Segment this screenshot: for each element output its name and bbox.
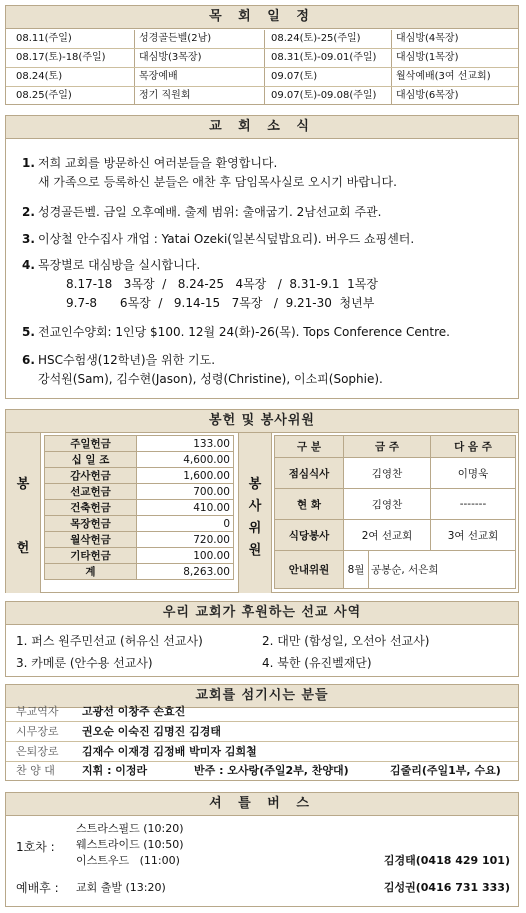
- table-row: [45, 548, 234, 564]
- table-cell: 점심식사: [275, 458, 344, 489]
- side-label-char: 위: [248, 521, 262, 536]
- news-text: 전교인수양회: 1인당 $100. 12월 24(화)-26(목). Tops Conference Centre.: [38, 325, 450, 339]
- schedule-row: [6, 30, 518, 49]
- table-cell: 720.00: [137, 532, 234, 548]
- news-section: [5, 115, 519, 399]
- bus-driver: 김성권(0416 731 333): [383, 881, 510, 894]
- staff-section: [5, 684, 519, 781]
- table-cell: 공봉순, 서은희: [369, 551, 516, 589]
- schedule-row: [6, 49, 518, 68]
- table-cell: 선교헌금: [45, 484, 137, 500]
- schedule-event: 월삭예배(3여 선교회): [396, 71, 491, 82]
- staff-title: 교회를 섬기시는 분들: [6, 685, 518, 708]
- news-text: 8.17-18 3목장 / 8.24-25 4목장 / 8.31-9.1 1목장: [66, 277, 378, 291]
- table-cell: 700.00: [137, 484, 234, 500]
- schedule-date: 08.17(토)-18(주일): [16, 52, 106, 63]
- table-cell: 기타헌금: [45, 548, 137, 564]
- news-item: [22, 154, 397, 192]
- table-cell: 계: [45, 564, 137, 580]
- table-cell: 133.00: [137, 436, 234, 452]
- side-label-char: 헌: [16, 541, 30, 556]
- table-cell: -------: [431, 489, 516, 520]
- schedule-title: 목 회 일 정: [6, 6, 518, 29]
- news-item: [22, 203, 381, 222]
- table-row: [275, 436, 516, 458]
- schedule-event: 대심방(6목장): [396, 90, 459, 101]
- bus-stop: 이스트우드 (11:00): [76, 854, 180, 867]
- staff-names: 반주 : 오사랑(주일2부, 찬양대): [194, 764, 349, 777]
- bus-title: 셔 틀 버 스: [6, 793, 518, 816]
- staff-role: 시무장로: [16, 725, 59, 738]
- news-text: 9.7-8 6목장 / 9.14-15 7목장 / 9.21-30 청년부: [66, 296, 375, 310]
- table-row: [45, 532, 234, 548]
- news-item: [22, 351, 383, 389]
- news-text: 목장별로 대심방을 실시합니다.: [38, 258, 201, 272]
- schedule-date: 09.07(토): [271, 71, 318, 82]
- table-cell: 8,263.00: [137, 564, 234, 580]
- news-text: 성경골든벨. 금일 오후예배. 출제 범위: 출애굽기. 2남선교회 주관.: [38, 205, 382, 219]
- table-cell: 0: [137, 516, 234, 532]
- schedule-date: 09.07(토)-09.08(주일): [271, 90, 377, 101]
- table-cell: 4,600.00: [137, 452, 234, 468]
- schedule-row: [6, 68, 518, 87]
- table-cell: 이명욱: [431, 458, 516, 489]
- staff-row: [6, 761, 518, 780]
- table-cell: 2여 선교회: [344, 520, 431, 551]
- bus-section: [5, 792, 519, 907]
- service-side-label: [238, 433, 272, 593]
- table-row: [45, 468, 234, 484]
- table-cell: 1,600.00: [137, 468, 234, 484]
- offering-side-label: [6, 433, 41, 593]
- news-item: [22, 323, 450, 342]
- news-number: 6.: [22, 353, 35, 367]
- table-row: [45, 452, 234, 468]
- offering-title: 봉헌 및 봉사위원: [6, 410, 518, 433]
- table-cell: 금 주: [344, 436, 431, 458]
- table-cell: 다 음 주: [431, 436, 516, 458]
- staff-role: 은퇴장로: [16, 745, 59, 758]
- schedule-event: 대심방(3목장): [139, 52, 202, 63]
- table-cell: 100.00: [137, 548, 234, 564]
- schedule-event: 성경골든벨(2남): [139, 33, 212, 44]
- table-cell: 목장헌금: [45, 516, 137, 532]
- service-table: [274, 435, 516, 589]
- table-row: [45, 484, 234, 500]
- news-text: HSC수험생(12학년)을 위한 기도.: [38, 353, 216, 367]
- news-text: 새 가족으로 등록하신 분들은 애찬 후 담임목사실로 오시기 바랍니다.: [38, 175, 397, 189]
- schedule-event: 목장예배: [139, 71, 178, 82]
- bus-departure: 교회 출발 (13:20): [76, 881, 166, 894]
- schedule-section: [5, 5, 519, 105]
- schedule-event: 대심방(4목장): [396, 33, 459, 44]
- news-number: 4.: [22, 258, 35, 272]
- table-cell: 감사헌금: [45, 468, 137, 484]
- table-cell: 김영찬: [344, 489, 431, 520]
- table-cell: 안내위원: [275, 551, 344, 589]
- staff-names: 지휘 : 이정라: [82, 764, 148, 777]
- staff-names: 김줄리(주일1부, 수요): [390, 764, 501, 777]
- table-cell: 현 화: [275, 489, 344, 520]
- schedule-event: 대심방(1목장): [396, 52, 459, 63]
- bus-label: 예배후 :: [16, 881, 59, 895]
- table-cell: 십 일 조: [45, 452, 137, 468]
- table-cell: 주일헌금: [45, 436, 137, 452]
- table-row: [45, 436, 234, 452]
- table-row: [275, 458, 516, 489]
- table-row: [45, 516, 234, 532]
- mission-item: 1. 퍼스 원주민선교 (허유신 선교사): [16, 634, 203, 648]
- staff-names: 김재수 이재경 김정배 박미자 김희철: [82, 745, 257, 758]
- mission-item: 4. 북한 (유진벨재단): [262, 656, 372, 670]
- staff-row: [6, 742, 518, 762]
- news-number: 5.: [22, 325, 35, 339]
- bus-stop: 스트라스필드 (10:20): [76, 822, 184, 835]
- side-label-char: 사: [248, 499, 262, 514]
- staff-names: 권오순 이숙진 김명진 김경태: [82, 725, 221, 738]
- schedule-date: 08.31(토)-09.01(주일): [271, 52, 377, 63]
- table-row: [275, 489, 516, 520]
- schedule-event: 정기 직원회: [139, 90, 191, 101]
- table-cell: 건축헌금: [45, 500, 137, 516]
- schedule-date: 08.24(토): [16, 71, 63, 82]
- table-cell: 구 분: [275, 436, 344, 458]
- schedule-date: 08.24(토)-25(주일): [271, 33, 361, 44]
- side-label-char: 원: [248, 543, 262, 558]
- table-cell: 3여 선교회: [431, 520, 516, 551]
- missions-section: [5, 601, 519, 677]
- schedule-date: 08.11(주일): [16, 33, 72, 44]
- news-number: 1.: [22, 156, 35, 170]
- missions-title: 우리 교회가 후원하는 선교 사역: [6, 602, 518, 625]
- bus-stop: 웨스트라이드 (10:50): [76, 838, 184, 851]
- staff-names: 고광선 이창주 손효진: [82, 705, 186, 718]
- news-number: 3.: [22, 232, 35, 246]
- news-text: 이상철 안수집사 개업 : Yatai Ozeki(일본식덮밥요리). 버우드 쇼핑센터.: [38, 232, 415, 246]
- table-row: [275, 551, 516, 589]
- table-cell: 식당봉사: [275, 520, 344, 551]
- bus-label: 1호차 :: [16, 840, 55, 854]
- table-cell: 410.00: [137, 500, 234, 516]
- news-number: 2.: [22, 205, 35, 219]
- table-cell: 8월: [344, 551, 369, 589]
- staff-row: [6, 702, 518, 722]
- mission-item: 2. 대만 (함성일, 오선아 선교사): [262, 634, 430, 648]
- bus-driver: 김경태(0418 429 101): [383, 854, 510, 867]
- news-item: [22, 256, 378, 313]
- offering-section: [5, 409, 519, 593]
- table-cell: 김영찬: [344, 458, 431, 489]
- table-row: [275, 520, 516, 551]
- staff-row: [6, 722, 518, 742]
- staff-role: 찬 양 대: [16, 764, 55, 777]
- side-label-char: 봉: [248, 477, 262, 492]
- schedule-date: 08.25(주일): [16, 90, 72, 101]
- mission-item: 3. 카메룬 (안수용 선교사): [16, 656, 153, 670]
- table-row: [45, 564, 234, 580]
- news-item: [22, 230, 414, 249]
- schedule-row: [6, 87, 518, 105]
- news-text: 강석원(Sam), 김수현(Jason), 성령(Christine), 이소피(Sophie).: [38, 372, 383, 386]
- news-title: 교 회 소 식: [6, 116, 518, 139]
- offering-table: [44, 435, 234, 580]
- side-label-char: 봉: [16, 477, 30, 492]
- table-cell: 월삭헌금: [45, 532, 137, 548]
- staff-role: 부교역자: [16, 705, 59, 718]
- table-row: [45, 500, 234, 516]
- news-text: 저희 교회를 방문하신 여러분들을 환영합니다.: [38, 156, 278, 170]
